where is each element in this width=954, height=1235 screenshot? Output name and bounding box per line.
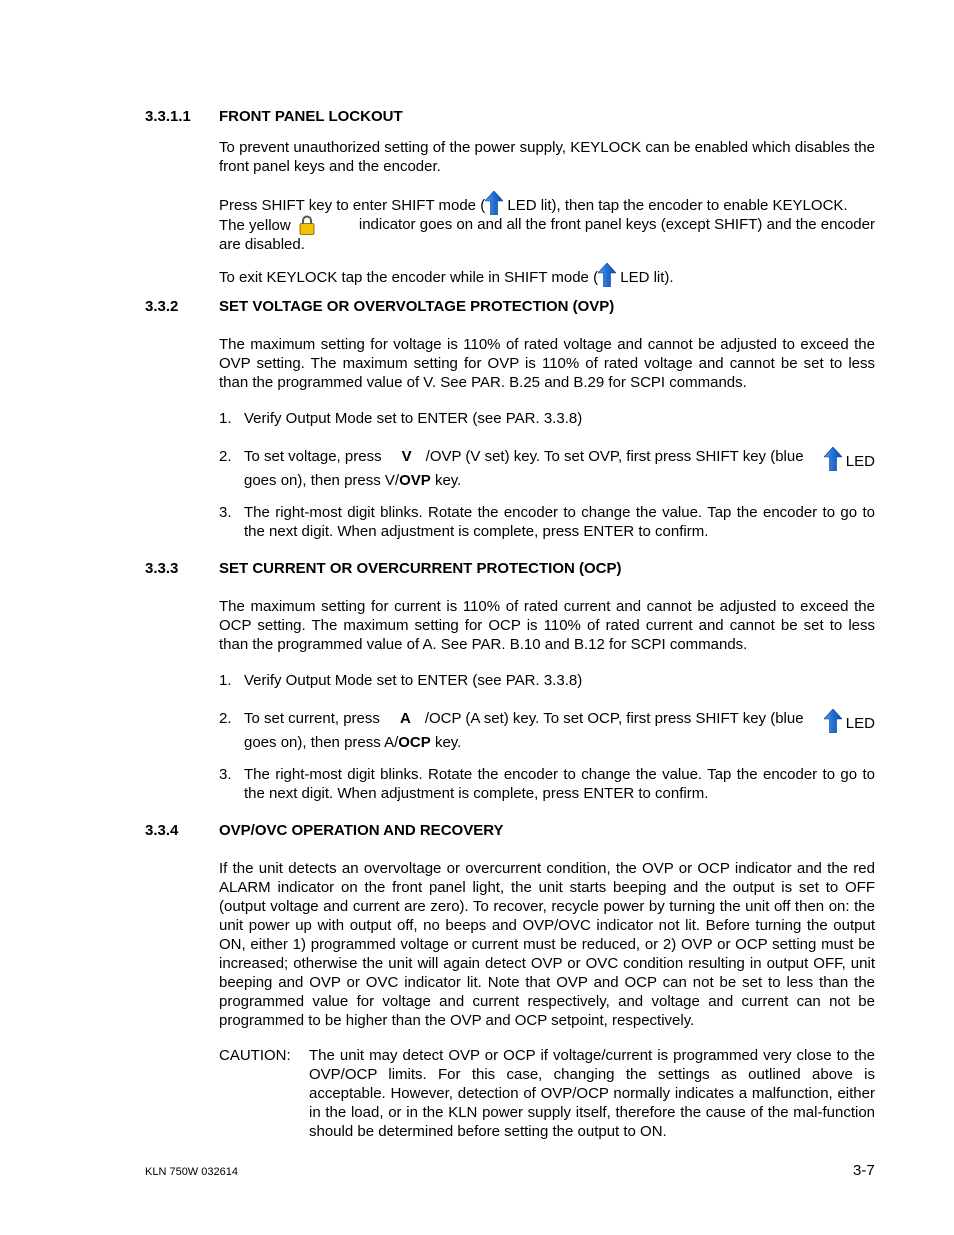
section-number: 3.3.1.1 [145,108,191,125]
step-number: 2. [219,710,232,727]
step-text [244,709,875,752]
text: LED [845,715,875,732]
paragraph [219,191,875,254]
text: OVP [399,472,431,489]
step-number: 1. [219,410,232,427]
section-number: 3.3.2 [145,298,179,315]
text: A [399,710,411,727]
text: are disabled. [219,236,305,253]
section-title: OVP/OVC OPERATION AND RECOVERY [219,822,504,839]
paragraph: The maximum setting for current is 110% of rated current and cannot be adjusted to exceed the OCP setting. The maximum setting for OCP is 110% of rated current and cannot be set to less than the programmed value of A. See PAR. B.10 and B.12 for SCPI commands. [219,598,875,653]
step-text [244,447,875,490]
step-number: 1. [219,672,232,689]
text: LED [845,453,875,470]
text: Press SHIFT key to enter SHIFT mode ( [219,197,486,214]
section-number: 3.3.3 [145,560,179,577]
caution-text: The unit may detect OVP or OCP if voltage/current is programmed very close to the OVP/OCP limits. For this case, changing the settings as outlined above is acceptable. However, detection of OVP/OCP normally indicates a malfunction, either in the load, or in the KLN power supply itself, therefore the cause of the mal-function should be determined before setting the output to ON. [309,1047,875,1140]
section-title: SET VOLTAGE OR OVERVOLTAGE PROTECTION (OVP) [219,298,615,315]
text: key. [434,734,462,751]
caution-label: CAUTION: [219,1047,291,1064]
text: OCP [398,734,431,751]
text: goes on), then press A/ [244,734,399,751]
step-text: The right-most digit blinks. Rotate the encoder to change the value. Tap the encoder to go to the next digit. When adjustment is complete, press ENTER to confirm. [244,766,875,802]
text: goes on), then press V/ [244,472,400,489]
shift-arrow-icon [824,447,842,471]
paragraph: If the unit detects an overvoltage or overcurrent condition, the OVP or OCP indicator and the red ALARM indicator on the front panel light, the unit starts beeping and the output is set to OFF (output voltage and current are zero). To recover, recycle power by turning the unit off then on: the unit power up with output off, no beeps and OVP/OVC indicator not lit. Before turning the output ON, either 1) programmed voltage or current must be reduced, or 2) OVP or OCP setting must be increased; otherwise the unit will again detect OVP or OVC condition resulting in output OFF, unit beeping and OVP or OVC indicator lit. Note that OVP and OCP can not be set to less than the programmed value for voltage and current respectively, and voltage and current can not be programmed to be higher than the OVP and OCP setpoint, respectively. [219,860,875,1029]
section-title: SET CURRENT OR OVERCURRENT PROTECTION (OCP) [219,560,622,577]
step-number: 3. [219,504,232,521]
text: indicator goes on and all the front panel keys (except SHIFT) and the encoder [358,216,875,233]
text: /OVP (V set) key. To set OVP, first press SHIFT key (blue [425,448,804,465]
lock-icon [299,215,315,235]
shift-arrow-icon [485,191,503,215]
text: To set voltage, press [244,448,382,465]
shift-arrow-icon [598,263,616,287]
section-number: 3.3.4 [145,822,179,839]
text: The yellow [219,217,291,234]
paragraph [219,263,875,287]
text: V [401,448,412,465]
paragraph: The maximum setting for voltage is 110% of rated voltage and cannot be adjusted to exceed the OVP setting. The maximum setting for OVP is 110% of rated voltage and cannot be set to less than the programmed value of V. See PAR. B.25 and B.29 for SCPI commands. [219,336,875,391]
footer-doc-id: KLN 750W 032614 [145,1166,238,1178]
text: key. [434,472,462,489]
text: /OCP (A set) key. To set OCP, first press SHIFT key (blue [424,710,804,727]
paragraph: To prevent unauthorized setting of the power supply, KEYLOCK can be enabled which disables the front panel keys and the encoder. [219,139,875,175]
step-text: Verify Output Mode set to ENTER (see PAR. 3.3.8) [244,672,583,689]
page-number: 3-7 [853,1162,875,1179]
text: To exit KEYLOCK tap the encoder while in SHIFT mode ( [219,269,599,286]
text: LED lit), then tap the encoder to enable KEYLOCK. [503,197,848,214]
shift-arrow-icon [824,709,842,733]
text: LED lit). [616,269,674,286]
step-text: The right-most digit blinks. Rotate the encoder to change the value. Tap the encoder to go to the next digit. When adjustment is complete, press ENTER to confirm. [244,504,875,540]
step-number: 2. [219,448,232,465]
section-title: FRONT PANEL LOCKOUT [219,108,403,125]
step-text: Verify Output Mode set to ENTER (see PAR. 3.3.8) [244,410,583,427]
step-number: 3. [219,766,232,783]
text: To set current, press [244,710,380,727]
